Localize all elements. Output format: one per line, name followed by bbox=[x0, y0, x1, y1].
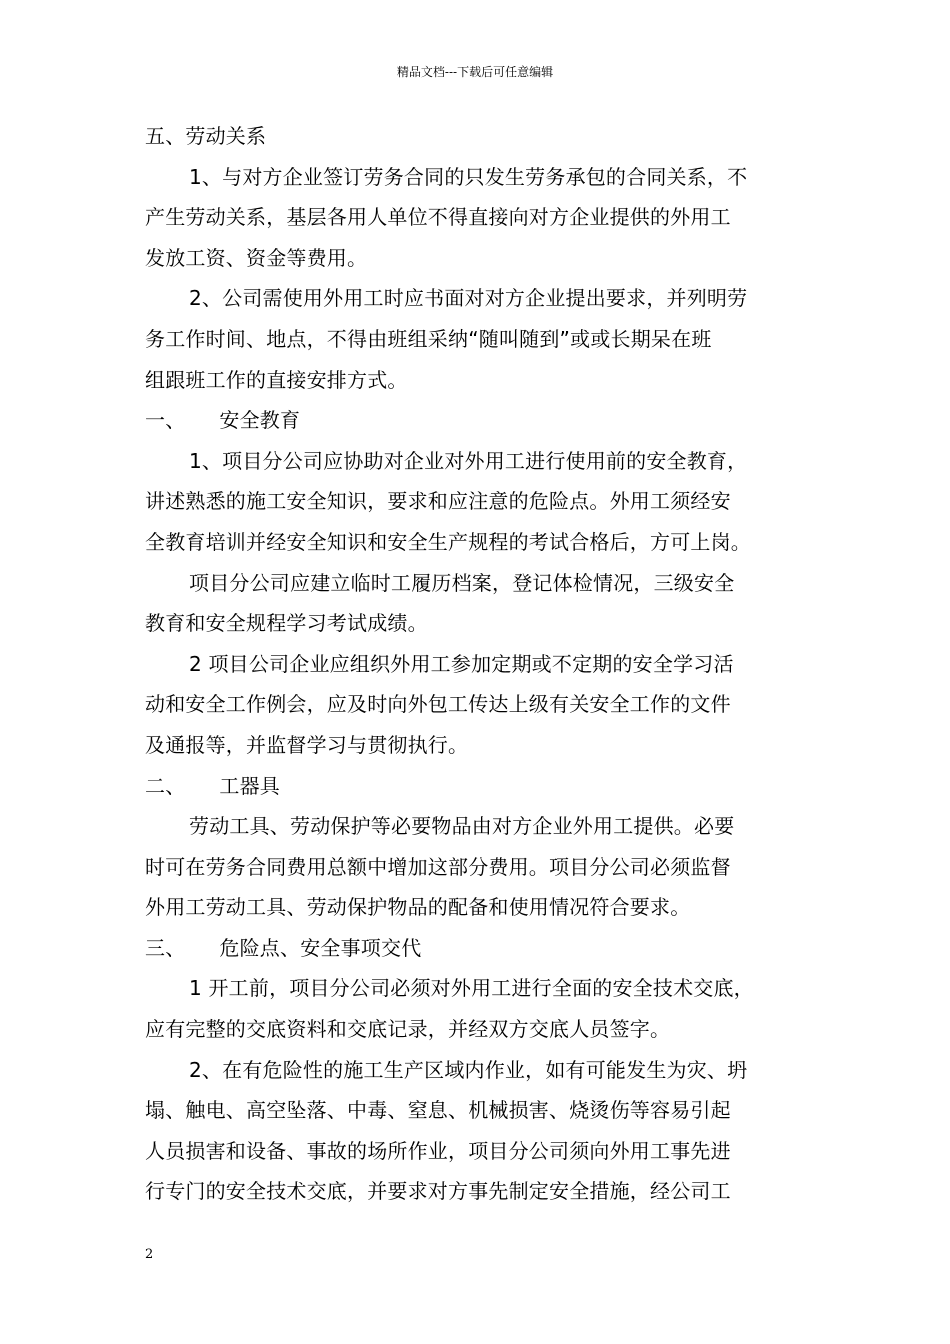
text-line: 应有完整的交底资料和交底记录，并经双方交底人员签字。 bbox=[145, 1017, 671, 1042]
document-body bbox=[145, 116, 797, 1212]
text-line: 1、与对方企业签订劳务合同的只发生劳务承包的合同关系，不 bbox=[189, 164, 748, 189]
text-line: 项目分公司应建立临时工履历档案，登记体检情况，三级安全 bbox=[189, 570, 735, 595]
text-line: 2 项目公司企业应组织外用工参加定期或不定期的安全学习活 bbox=[189, 651, 734, 676]
paragraph bbox=[145, 278, 797, 400]
text-line: 发放工资、资金等费用。 bbox=[145, 245, 368, 270]
text-line: 教育和安全规程学习考试成绩。 bbox=[145, 611, 428, 636]
page-number: 2 bbox=[145, 1247, 154, 1262]
text-line: 1、项目分公司应协助对企业对外用工进行使用前的安全教育， bbox=[189, 448, 748, 473]
paragraph bbox=[145, 563, 797, 644]
section-title: 工器具 bbox=[219, 773, 281, 798]
text-line: 人员损害和设备、事故的场所作业，项目分公司须向外用工事先进 bbox=[145, 1138, 731, 1163]
section-number: 三、 bbox=[145, 935, 186, 960]
text-line: 1 开工前，项目分公司必须对外用工进行全面的安全技术交底， bbox=[189, 976, 754, 1001]
page-header: 精品文档---下载后可任意编辑 bbox=[396, 65, 554, 79]
text-line: 动和安全工作例会，应及时向外包工传达上级有关安全工作的文件 bbox=[145, 692, 731, 717]
section-heading-safety-education bbox=[145, 400, 797, 441]
text-line: 时可在劳务合同费用总额中增加这部分费用。项目分公司必须监督 bbox=[145, 854, 731, 879]
section-title: 安全教育 bbox=[219, 408, 301, 433]
text-line: 2、在有危险性的施工生产区域内作业，如有可能发生为灾、坍 bbox=[189, 1057, 748, 1082]
text-line: 产生劳动关系，基层各用人单位不得直接向对方企业提供的外用工 bbox=[145, 205, 731, 230]
section-number: 一、 bbox=[145, 408, 186, 433]
text-line: 外用工劳动工具、劳动保护物品的配备和使用情况符合要求。 bbox=[145, 895, 691, 920]
text-line: 行专门的安全技术交底，并要求对方事先制定安全措施，经公司工 bbox=[145, 1179, 731, 1204]
text-line: 组跟班工作的直接安排方式。 bbox=[145, 367, 408, 392]
paragraph bbox=[145, 968, 797, 1049]
text-line: 2、公司需使用外用工时应书面对对方企业提出要求，并列明劳 bbox=[189, 286, 748, 311]
text-line: 全教育培训并经安全知识和安全生产规程的考试合格后，方可上岗。 bbox=[145, 529, 751, 554]
text-line: 务工作时间、地点，不得由班组采纳“随叫随到”或或长期呆在班 bbox=[145, 326, 712, 351]
paragraph bbox=[145, 441, 797, 563]
paragraph bbox=[145, 157, 797, 279]
section-title: 危险点、安全事项交代 bbox=[219, 935, 422, 960]
section-heading-hazards bbox=[145, 928, 797, 969]
paragraph bbox=[145, 644, 797, 766]
text-line: 及通报等，并监督学习与贯彻执行。 bbox=[145, 732, 469, 757]
paragraph bbox=[145, 1050, 797, 1212]
section-number: 二、 bbox=[145, 773, 186, 798]
paragraph bbox=[145, 806, 797, 928]
section-heading-labor-relations: 五、劳动关系 bbox=[145, 124, 267, 148]
text-line: 塌、触电、高空坠落、中毒、窒息、机械损害、烧烫伤等容易引起 bbox=[145, 1098, 731, 1123]
section-heading-tools bbox=[145, 766, 797, 807]
text-line: 讲述熟悉的施工安全知识，要求和应注意的危险点。外用工须经安 bbox=[145, 489, 731, 514]
text-line: 劳动工具、劳动保护等必要物品由对方企业外用工提供。必要 bbox=[189, 814, 735, 839]
